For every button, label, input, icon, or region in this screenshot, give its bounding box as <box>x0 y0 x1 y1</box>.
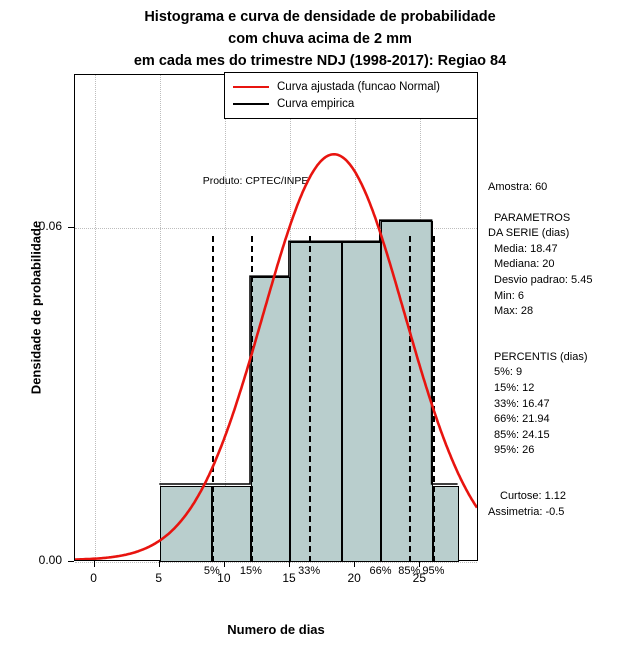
stat-p15: 15%: 12 <box>494 381 535 394</box>
x-axis-label: Numero de dias <box>227 622 325 637</box>
gridline-horizontal <box>75 562 477 563</box>
stat-curtose: Curtose: 1.12 <box>500 489 567 502</box>
x-tick-mark <box>224 561 225 567</box>
stat-max: Max: 28 <box>494 305 534 318</box>
y-tick-mark <box>68 561 74 562</box>
stat-p95: 95%: 26 <box>494 444 535 457</box>
title-line-3: em cada mes do trimestre NDJ (1998-2017): Regiao 84 <box>133 53 507 69</box>
y-axis-label: Densidade de probabilidade <box>28 220 44 395</box>
stat-parametros-header-2: DA SERIE (dias) <box>488 227 570 240</box>
legend-item-fitted <box>233 78 469 95</box>
stat-p85: 85%: 24.15 <box>494 428 550 441</box>
y-tick-label: 0.06 <box>38 219 62 234</box>
stat-amostra: Amostra: 60 <box>488 181 548 193</box>
y-tick-label: 0.00 <box>38 553 62 567</box>
percentile-marker-label: 66% <box>369 565 392 577</box>
stat-mediana: Mediana: 20 <box>494 258 555 271</box>
empirical-curve <box>159 220 457 484</box>
stat-p66: 66%: 21.94 <box>494 413 550 426</box>
percentile-marker-label: 33% <box>298 565 321 577</box>
producer-note: Produto: CPTEC/INPE <box>202 175 309 188</box>
percentile-marker-label: 15% <box>239 565 262 577</box>
legend-swatch-fitted <box>233 86 269 88</box>
x-tick-label: 20 <box>347 571 361 585</box>
title-line-2: com chuva acima de 2 mm <box>228 31 412 47</box>
page-title <box>0 6 640 72</box>
plot-area <box>74 74 478 577</box>
stat-parametros-header-1: PARAMETROS <box>494 211 571 224</box>
stat-media: Media: 18.47 <box>494 242 558 255</box>
y-tick-mark <box>68 227 74 228</box>
legend-item-empirical <box>233 95 469 112</box>
x-tick-label: 0 <box>90 571 97 585</box>
x-tick-label: 15 <box>282 571 296 585</box>
stat-assimetria: Assimetria: -0.5 <box>488 505 565 518</box>
chart-legend <box>224 72 478 119</box>
percentile-marker-label: 95% <box>422 565 445 577</box>
percentile-marker-label: 5% <box>203 565 220 577</box>
title-line-1: Histograma e curva de densidade de probabilidade <box>144 9 496 25</box>
x-tick-mark <box>289 561 290 567</box>
stat-min: Min: 6 <box>494 289 524 302</box>
x-tick-mark <box>419 561 420 567</box>
legend-swatch-empirical <box>233 103 269 105</box>
stat-percentis-header: PERCENTIS (dias) <box>494 350 588 363</box>
x-tick-label: 25 <box>412 571 427 585</box>
x-tick-mark <box>159 561 160 567</box>
x-tick-label: 5 <box>155 571 163 585</box>
x-tick-mark <box>354 561 355 567</box>
stats-panel <box>488 180 638 520</box>
stat-desvio-padrao: Desvio padrao: 5.45 <box>494 273 593 286</box>
stat-p33: 33%: 16.47 <box>494 397 550 410</box>
percentile-marker-label: 85% <box>398 565 421 577</box>
fitted-normal-curve <box>75 154 477 559</box>
x-tick-mark <box>94 561 95 567</box>
x-tick-label: 10 <box>217 571 231 585</box>
curve-layer <box>75 75 477 560</box>
legend-label-fitted: Curva ajustada (funcao Normal) <box>277 80 440 93</box>
stat-p05: 5%: 9 <box>494 366 523 379</box>
legend-label-empirical: Curva empirica <box>277 97 355 110</box>
